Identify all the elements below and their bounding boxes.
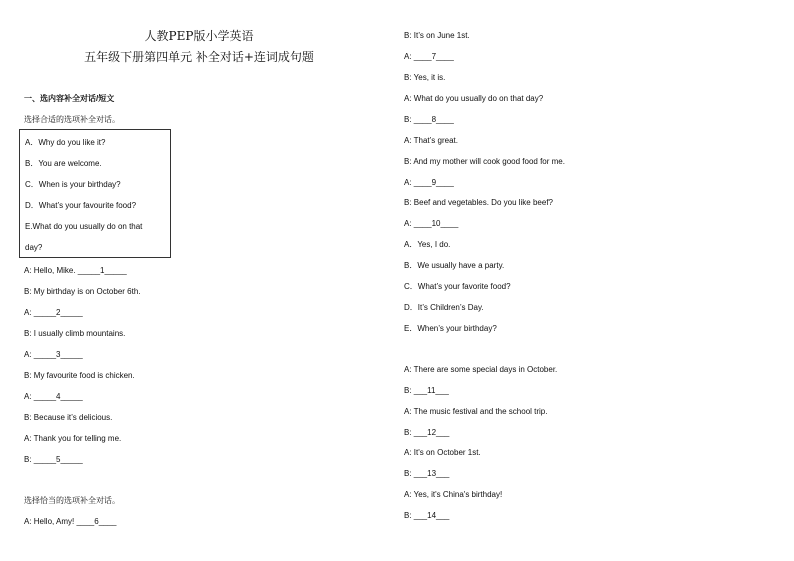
dialogue-line: A: Thank you for telling me. — [24, 434, 122, 443]
option-item: D．It’s Children’s Day. — [404, 303, 484, 312]
option-item: A．Yes, I do. — [404, 240, 451, 249]
dialogue-line: B: ___12___ — [404, 428, 450, 437]
dialogue-line: B: My birthday is on October 6th. — [24, 287, 141, 296]
document-subtitle: 五年级下册第四单元 补全对话+连词成句题 — [84, 50, 314, 64]
section1-instruction: 选择合适的选项补全对话。 — [24, 115, 120, 124]
dialogue-line: A: ____10____ — [404, 219, 459, 228]
dialogue-line: B: It’s on June 1st. — [404, 31, 470, 40]
dialogue-line: A: Yes, it's China's birthday! — [404, 490, 503, 499]
dialogue-line: B: ___13___ — [404, 469, 450, 478]
option-item: C．When is your birthday? — [25, 180, 121, 189]
dialogue-line: A: That’s great. — [404, 136, 458, 145]
dialogue-line: B: My favourite food is chicken. — [24, 371, 135, 380]
dialogue-line: A: ____9____ — [404, 178, 454, 187]
dialogue-line: B: Beef and vegetables. Do you like beef? — [404, 198, 553, 207]
dialogue-line: A: It's on October 1st. — [404, 448, 481, 457]
dialogue-line: A: _____4_____ — [24, 392, 83, 401]
option-item: B．We usually have a party. — [404, 261, 505, 270]
section-heading: 一、选内容补全对话/短文 — [24, 94, 115, 103]
dialogue-line: A: What do you usually do on that day? — [404, 94, 544, 103]
dialogue-line: B: ___11___ — [404, 386, 449, 395]
dialogue-line: A: The music festival and the school trip. — [404, 407, 548, 416]
dialogue-line: A: ____7____ — [404, 52, 454, 61]
dialogue-line: A: _____3_____ — [24, 350, 83, 359]
dialogue-line: B: ___14___ — [404, 511, 450, 520]
option-item: E．When’s your birthday? — [404, 324, 497, 333]
dialogue-line: B: ____8____ — [404, 115, 454, 124]
option-item: C．What’s your favorite food? — [404, 282, 511, 291]
dialogue-line: A: Hello, Mike. _____1_____ — [24, 266, 127, 275]
dialogue-line: B: _____5_____ — [24, 455, 83, 464]
option-item: E.What do you usually do on that — [25, 222, 143, 231]
options-box — [19, 129, 171, 258]
dialogue-line: A: _____2_____ — [24, 308, 83, 317]
dialogue-line: A: There are some special days in October. — [404, 365, 558, 374]
option-item: day? — [25, 243, 43, 252]
option-item: D．What’s your favourite food? — [25, 201, 137, 210]
dialogue-line: B: Yes, it is. — [404, 73, 446, 82]
option-item: B．You are welcome. — [25, 159, 102, 168]
option-item: A．Why do you like it? — [25, 138, 106, 147]
dialogue-line: B: I usually climb mountains. — [24, 329, 126, 338]
dialogue-line: B: And my mother will cook good food for me. — [404, 157, 565, 166]
dialogue-line: A: Hello, Amy! ____6____ — [24, 517, 117, 526]
document-title: 人教PEP版小学英语 — [144, 29, 254, 43]
dialogue-line: B: Because it’s delicious. — [24, 413, 113, 422]
section2-instruction: 选择恰当的选项补全对话。 — [24, 496, 120, 505]
